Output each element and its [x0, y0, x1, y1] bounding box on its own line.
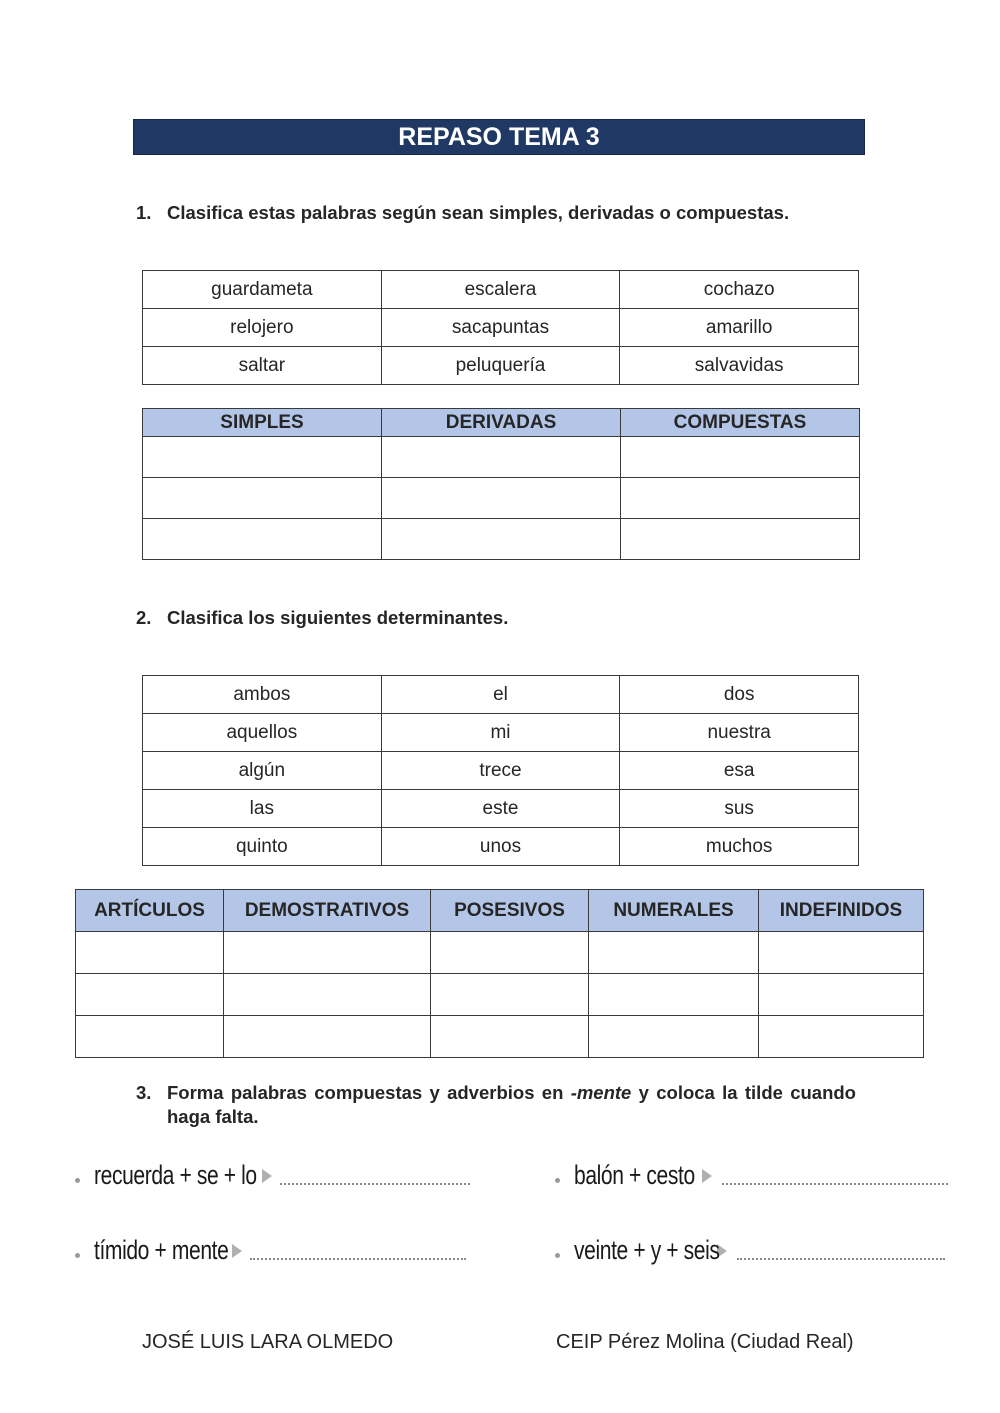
word-cell: escalera: [381, 271, 620, 309]
word-cell: muchos: [620, 828, 859, 866]
column-header-indefinidos: INDEFINIDOS: [759, 890, 924, 932]
exercise-prompt: balón + cesto: [574, 1160, 695, 1190]
arrow-right-icon: [232, 1244, 242, 1258]
bullet-icon: [555, 1253, 560, 1258]
word-cell: quinto: [143, 828, 382, 866]
bullet-icon: [555, 1178, 560, 1183]
question-3: [136, 1081, 856, 1129]
answer-line[interactable]: [280, 1183, 470, 1185]
column-header-articulos: ARTÍCULOS: [76, 890, 224, 932]
answer-cell[interactable]: [224, 1016, 431, 1058]
word-cell: nuestra: [620, 714, 859, 752]
answer-cell[interactable]: [143, 519, 382, 560]
answer-cell[interactable]: [621, 519, 860, 560]
footer-author: JOSÉ LUIS LARA OLMEDO: [142, 1331, 394, 1353]
column-header-compuestas: COMPUESTAS: [621, 409, 860, 437]
arrow-right-icon: [262, 1169, 272, 1183]
answer-cell[interactable]: [143, 437, 382, 478]
classification-table-1: [142, 408, 860, 560]
word-cell: esa: [620, 752, 859, 790]
arrow-right-icon: [702, 1169, 712, 1183]
exercise-item: [75, 1235, 466, 1266]
answer-line[interactable]: [722, 1183, 948, 1185]
column-header-demostrativos: DEMOSTRATIVOS: [224, 890, 431, 932]
question-text-emphasis: -mente: [570, 1082, 632, 1103]
word-cell: el: [381, 676, 620, 714]
question-number: 3.: [136, 1082, 152, 1103]
question-text-part: y coloca la tilde cuando haga falta.: [167, 1082, 856, 1127]
exercise-item: [75, 1160, 470, 1191]
bullet-icon: [75, 1253, 80, 1258]
word-cell: cochazo: [620, 271, 859, 309]
exercise-prompt: recuerda + se + lo: [94, 1160, 257, 1190]
answer-cell[interactable]: [621, 437, 860, 478]
answer-cell[interactable]: [759, 974, 924, 1016]
question-text: [167, 1081, 856, 1129]
word-cell: sacapuntas: [381, 309, 620, 347]
word-cell: relojero: [143, 309, 382, 347]
answer-cell[interactable]: [431, 974, 589, 1016]
answer-cell[interactable]: [76, 1016, 224, 1058]
question-text: Clasifica los siguientes determinantes.: [167, 607, 509, 628]
exercise-prompt: veinte + y + seis: [574, 1235, 720, 1265]
page-title: REPASO TEMA 3: [133, 119, 865, 155]
question-text-part: Forma palabras compuestas y adverbios en: [167, 1082, 571, 1103]
column-header-derivadas: DERIVADAS: [382, 409, 621, 437]
word-table-1: [142, 270, 859, 385]
answer-cell[interactable]: [382, 437, 621, 478]
answer-cell[interactable]: [589, 974, 759, 1016]
exercise-item: [555, 1235, 945, 1266]
answer-cell[interactable]: [224, 974, 431, 1016]
exercise-item: [555, 1160, 948, 1191]
answer-cell[interactable]: [382, 519, 621, 560]
word-cell: unos: [381, 828, 620, 866]
question-2: [136, 606, 856, 630]
footer-school: CEIP Pérez Molina (Ciudad Real): [556, 1331, 854, 1353]
question-1: [136, 201, 856, 225]
question-text: Clasifica estas palabras según sean simples, derivadas o compuestas.: [167, 202, 790, 223]
word-cell: salvavidas: [620, 347, 859, 385]
answer-cell[interactable]: [589, 932, 759, 974]
word-table-2: [142, 675, 859, 866]
answer-cell[interactable]: [224, 932, 431, 974]
column-header-posesivos: POSESIVOS: [431, 890, 589, 932]
word-cell: ambos: [143, 676, 382, 714]
answer-cell[interactable]: [621, 478, 860, 519]
question-number: 1.: [136, 202, 152, 223]
bullet-icon: [75, 1178, 80, 1183]
word-cell: peluquería: [381, 347, 620, 385]
question-number: 2.: [136, 607, 152, 628]
answer-cell[interactable]: [76, 974, 224, 1016]
answer-cell[interactable]: [759, 932, 924, 974]
word-cell: aquellos: [143, 714, 382, 752]
word-cell: algún: [143, 752, 382, 790]
answer-cell[interactable]: [431, 1016, 589, 1058]
answer-cell[interactable]: [589, 1016, 759, 1058]
answer-line[interactable]: [250, 1258, 466, 1260]
word-cell: trece: [381, 752, 620, 790]
classification-table-2: [75, 889, 924, 1058]
answer-cell[interactable]: [759, 1016, 924, 1058]
word-cell: las: [143, 790, 382, 828]
answer-cell[interactable]: [143, 478, 382, 519]
exercise-prompt: tímido + mente: [94, 1235, 229, 1265]
answer-line[interactable]: [737, 1258, 945, 1260]
word-cell: guardameta: [143, 271, 382, 309]
answer-cell[interactable]: [382, 478, 621, 519]
word-cell: sus: [620, 790, 859, 828]
word-cell: dos: [620, 676, 859, 714]
column-header-numerales: NUMERALES: [589, 890, 759, 932]
word-cell: este: [381, 790, 620, 828]
answer-cell[interactable]: [76, 932, 224, 974]
word-cell: saltar: [143, 347, 382, 385]
word-cell: amarillo: [620, 309, 859, 347]
word-cell: mi: [381, 714, 620, 752]
answer-cell[interactable]: [431, 932, 589, 974]
column-header-simples: SIMPLES: [143, 409, 382, 437]
